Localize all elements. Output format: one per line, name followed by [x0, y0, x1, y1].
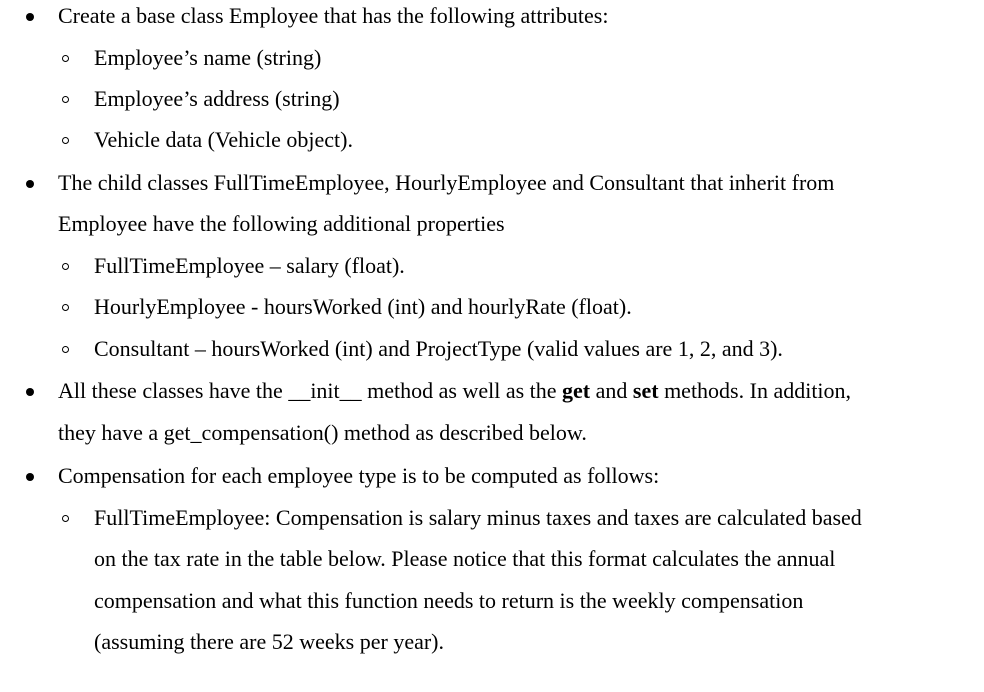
bullet-text-continuation: Employee have the following additional properties	[58, 211, 505, 236]
hollow-bullet-icon	[62, 346, 69, 353]
hollow-bullet-icon	[62, 304, 69, 311]
sub-item: Consultant – hoursWorked (int) and ProjectType (valid values are 1, 2, and 3).	[94, 336, 783, 361]
bullet-icon	[26, 473, 34, 481]
bullet-text-child-classes: The child classes FullTimeEmployee, HourlyEmployee and Consultant that inherit from	[58, 170, 835, 195]
bullet-text-base-class: Create a base class Employee that has the following attributes:	[58, 3, 609, 28]
bold-set: set	[632, 378, 659, 403]
bold-get: get	[562, 378, 591, 403]
sub-item: FullTimeEmployee – salary (float).	[94, 253, 405, 278]
bullet-icon	[26, 180, 34, 188]
hollow-bullet-icon	[62, 137, 69, 144]
bullet-text-continuation: they have a get_compensation() method as described below.	[58, 420, 587, 445]
text-segment: All these classes have the __init__ method as well as the	[58, 378, 563, 403]
sub-item-continuation: compensation and what this function needs to return is the weekly compensation	[94, 588, 804, 613]
sub-item: Employee’s address (string)	[94, 86, 340, 111]
hollow-bullet-icon	[62, 55, 69, 62]
bullet-text-methods	[58, 378, 851, 404]
sub-item-continuation: on the tax rate in the table below. Please notice that this format calculates the annual	[94, 546, 836, 571]
sub-item: Vehicle data (Vehicle object).	[94, 127, 353, 152]
sub-item-continuation: (assuming there are 52 weeks per year).	[94, 629, 445, 654]
hollow-bullet-icon	[62, 515, 69, 522]
bullet-text-compensation: Compensation for each employee type is to be computed as follows:	[58, 463, 660, 488]
text-segment: methods. In addition,	[658, 378, 852, 403]
text-segment: and	[590, 378, 633, 403]
bullet-icon	[26, 388, 34, 396]
sub-item: FullTimeEmployee: Compensation is salary minus taxes and taxes are calculated based	[94, 505, 862, 530]
sub-item: HourlyEmployee - hoursWorked (int) and hourlyRate (float).	[94, 294, 632, 319]
hollow-bullet-icon	[62, 96, 69, 103]
hollow-bullet-icon	[62, 263, 69, 270]
sub-item: Employee’s name (string)	[94, 45, 322, 70]
bullet-icon	[26, 13, 34, 21]
